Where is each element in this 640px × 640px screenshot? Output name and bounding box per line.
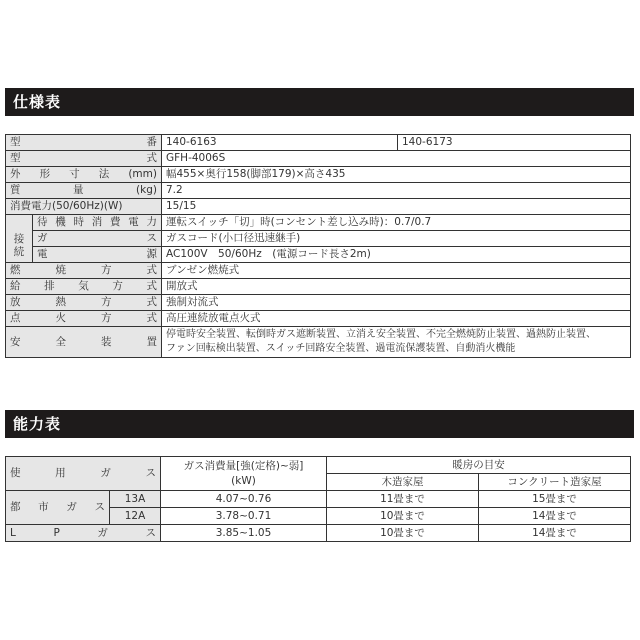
table-row: 待 機 時 消 費 電 力 運転スイッチ「切」時(コンセント差し込み時)：0.7/0.7 (6, 215, 631, 231)
table-row: 放 熱 方 式 強制対流式 (6, 295, 631, 311)
model-number-2: 140-6173 (398, 135, 631, 151)
model-number-1: 140-6163 (162, 135, 398, 151)
table-row: 電 源 AC100V 50/60Hz (電源コード長さ2m) (6, 247, 631, 263)
connection-group-label: 接続 (6, 231, 33, 263)
table-row: 型 式 GFH-4006S (6, 151, 631, 167)
table-row: 安 全 装 置 停電時安全装置、転倒時ガス遮断装置、立消え安全装置、不完全燃焼防止装置、過熱防止装置、 ファン回転検出装置、スイッチ回路安全装置、過電流保護装置、自動消火機能 (6, 327, 631, 358)
table-row: 都 市 ガ ス 13A 4.07~0.76 11畳まで 15畳まで (6, 491, 631, 508)
table-row: 燃 焼 方 式 ブンゼン燃焼式 (6, 263, 631, 279)
table-row: 給 排 気 方 式 開放式 (6, 279, 631, 295)
table-row: 消費電力(50/60Hz)(W) 15/15 (6, 199, 631, 215)
table-row: 接続 ガ ス ガスコード(小口径迅速継手) (6, 231, 631, 247)
table-row: 型 番 140-6163 140-6173 (6, 135, 631, 151)
table-row: 点 火 方 式 高圧連続放電点火式 (6, 311, 631, 327)
table-row: 質 量 (kg) 7.2 (6, 183, 631, 199)
table-row: L P ガ ス 3.85~1.05 10畳まで 14畳まで (6, 525, 631, 542)
table-header-row: 使 用 ガ ス ガス消費量[強(定格)~弱] (kW) 暖房の目安 (6, 457, 631, 474)
table-row: 外 形 寸 法 (mm) 幅455×奥行158(脚部179)×高さ435 (6, 167, 631, 183)
table-row: 12A 3.78~0.71 10畳まで 14畳まで (6, 508, 631, 525)
capacity-section-title: 能力表 (5, 410, 634, 438)
capacity-table (5, 456, 631, 542)
table-header-row: 木造家屋 コンクリート造家屋 (6, 474, 631, 491)
spec-table (5, 134, 631, 358)
spec-section-title: 仕様表 (5, 88, 634, 116)
